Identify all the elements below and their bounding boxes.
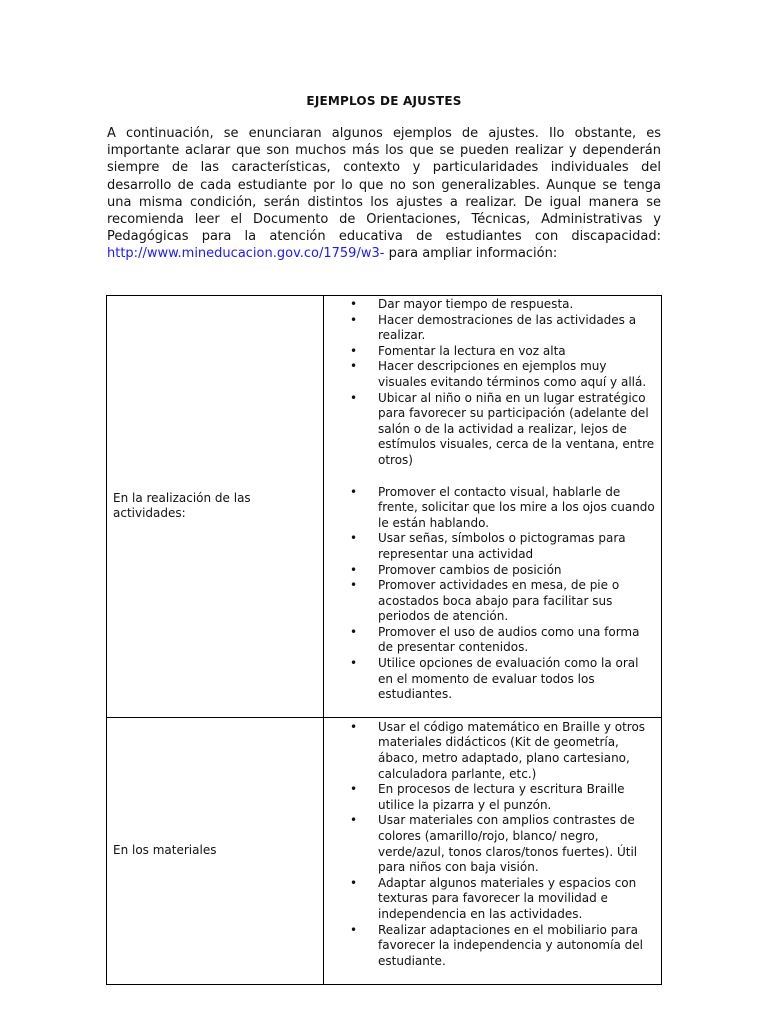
list-item: • En procesos de lectura y escritura Braille utilice la pizarra y el punzón. (324, 782, 655, 813)
list-item: • Dar mayor tiempo de respuesta. (324, 297, 655, 313)
list-item: • Usar el código matemático en Braille y otros materiales didácticos (Kit de geometría, ábaco, metro adaptado, plano cartesiano, calculadora parlante, etc.) (324, 720, 655, 782)
bullet-group (324, 720, 655, 970)
list-item: • Promover cambios de posición (324, 563, 655, 579)
table-row (107, 717, 662, 985)
list-item: • Realizar adaptaciones en el mobiliario para favorecer la independencia y autonomía del estudiante. (324, 923, 655, 970)
ministry-link[interactable]: http://www.mineducacion.gov.co/1759/w3- (107, 246, 385, 262)
row-items-activities (324, 296, 662, 718)
adjustments-table (106, 295, 662, 985)
list-item: • Usar materiales con amplios contrastes de colores (amarillo/rojo, blanco/ negro, verde/azul, tonos claros/tonos fuertes). Útil para niños con baja visión. (324, 813, 655, 875)
row-label-materials: En los materiales (107, 717, 324, 985)
intro-text: A continuación, se enunciaran algunos ejemplos de ajustes. Ilo obstante, es importante aclarar que son muchos más los que se pueden realizar y dependerán siempre de las características, contexto y particularidades individuales del desarrollo de cada estudiante por lo que no son generalizables. Aunque se tenga una misma condición, serán distintos los ajustes a realizar. De igual manera se recomienda leer el Documento de Orientaciones, Técnicas, Administrativas y Pedagógicas para la atención educativa de estudiantes con discapacidad: (107, 126, 661, 245)
list-item: • Promover el contacto visual, hablarle de frente, solicitar que los mire a los ojos cuando le están hablando. (324, 485, 655, 532)
list-item: • Utilice opciones de evaluación como la oral en el momento de evaluar todos los estudiantes. (324, 656, 655, 703)
list-item: • Fomentar la lectura en voz alta (324, 344, 655, 360)
intro-tail: para ampliar información: (384, 246, 558, 262)
list-item: • Adaptar algunos materiales y espacios con texturas para favorecer la movilidad e independencia en las actividades. (324, 876, 655, 923)
list-item: • Usar señas, símbolos o pictogramas para representar una actividad (324, 531, 655, 562)
bullet-group (324, 297, 655, 469)
group-spacer (324, 469, 655, 485)
row-items-materials (324, 717, 662, 985)
bullet-group (324, 485, 655, 703)
list-item: • Hacer demostraciones de las actividades a realizar. (324, 313, 655, 344)
intro-paragraph (107, 125, 661, 263)
list-item: • Promover actividades en mesa, de pie o acostados boca abajo para facilitar sus periodos de atención. (324, 578, 655, 625)
list-item: • Hacer descripciones en ejemplos muy visuales evitando términos como aquí y allá. (324, 359, 655, 390)
document-title: EJEMPLOS DE AJUSTES (306, 94, 462, 108)
list-item: • Promover el uso de audios como una forma de presentar contenidos. (324, 625, 655, 656)
list-item: • Ubicar al niño o niña en un lugar estratégico para favorecer su participación (adelante del salón o de la actividad a realizar, lejos de estímulos visuales, cerca de la ventana, entre otros) (324, 391, 655, 469)
row-label-activities: En la realización de las actividades: (107, 296, 324, 718)
table-row (107, 296, 662, 718)
